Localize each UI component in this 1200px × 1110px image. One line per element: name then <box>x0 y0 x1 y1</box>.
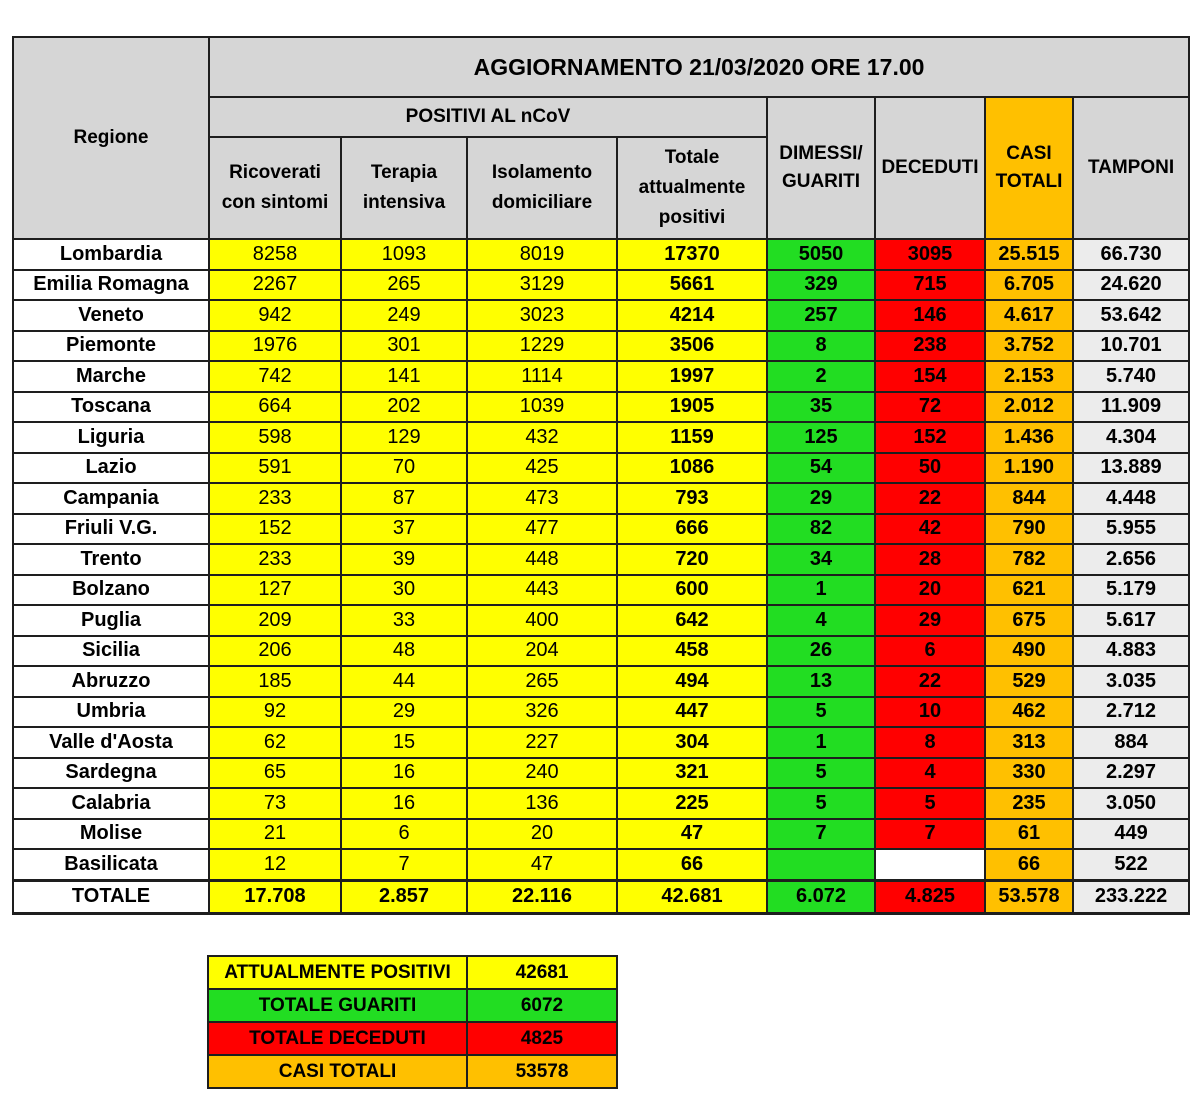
totale-positivi-header: Totale attualmente positivi <box>617 137 767 239</box>
terapia-cell: 265 <box>341 270 467 301</box>
ricoverati-cell: 12 <box>209 849 341 880</box>
tamponi-cell: 3.035 <box>1073 666 1189 697</box>
ricoverati-cell: 152 <box>209 514 341 545</box>
dimessi-cell: 5 <box>767 758 875 789</box>
region-name: Veneto <box>13 300 209 331</box>
ricoverati-cell: 92 <box>209 697 341 728</box>
dimessi-cell: 54 <box>767 453 875 484</box>
region-name: Valle d'Aosta <box>13 727 209 758</box>
isolamento-cell: 443 <box>467 575 617 606</box>
totale-cell: 1905 <box>617 392 767 423</box>
tamponi-cell: 5.955 <box>1073 514 1189 545</box>
ricoverati-cell: 598 <box>209 422 341 453</box>
dimessi-cell: 2 <box>767 361 875 392</box>
summary-row <box>208 956 617 989</box>
isolamento-cell: 240 <box>467 758 617 789</box>
isolamento-header: Isolamento domiciliare <box>467 137 617 239</box>
dimessi-cell: 5 <box>767 697 875 728</box>
totale-cell: 5661 <box>617 270 767 301</box>
deceduti-cell: 20 <box>875 575 985 606</box>
deceduti-cell: 50 <box>875 453 985 484</box>
dimessi-header: DIMESSI/ GUARITI <box>767 97 875 239</box>
region-name: Toscana <box>13 392 209 423</box>
terapia-cell: 44 <box>341 666 467 697</box>
tamponi-cell: 522 <box>1073 849 1189 880</box>
terapia-cell: 39 <box>341 544 467 575</box>
table-row <box>13 849 1189 880</box>
casi-cell: 4.617 <box>985 300 1073 331</box>
tamponi-cell: 449 <box>1073 819 1189 850</box>
ricoverati-cell: 591 <box>209 453 341 484</box>
totale-cell: 1997 <box>617 361 767 392</box>
tamponi-cell: 5.179 <box>1073 575 1189 606</box>
dimessi-cell: 125 <box>767 422 875 453</box>
dimessi-cell <box>767 849 875 880</box>
isolamento-cell: 47 <box>467 849 617 880</box>
terapia-cell: 6 <box>341 819 467 850</box>
casi-cell: 490 <box>985 636 1073 667</box>
totale-cell: 642 <box>617 605 767 636</box>
dimessi-cell: 7 <box>767 819 875 850</box>
table-row <box>13 788 1189 819</box>
casi-totali-header: CASI TOTALI <box>985 97 1073 239</box>
ricoverati-cell: 73 <box>209 788 341 819</box>
table-row <box>13 666 1189 697</box>
casi-cell: 675 <box>985 605 1073 636</box>
deceduti-cell: 4 <box>875 758 985 789</box>
ricoverati-cell: 742 <box>209 361 341 392</box>
region-name: Molise <box>13 819 209 850</box>
ricoverati-cell: 62 <box>209 727 341 758</box>
deceduti-cell: 10 <box>875 697 985 728</box>
dimessi-cell: 5 <box>767 788 875 819</box>
covid-regional-table <box>12 36 1190 915</box>
tamponi-cell: 13.889 <box>1073 453 1189 484</box>
ricoverati-cell: 233 <box>209 544 341 575</box>
table-row <box>13 422 1189 453</box>
isolamento-cell: 425 <box>467 453 617 484</box>
ricoverati-cell: 127 <box>209 575 341 606</box>
dimessi-cell: 26 <box>767 636 875 667</box>
terapia-cell: 29 <box>341 697 467 728</box>
totale-label: TOTALE <box>13 880 209 913</box>
table-row <box>13 270 1189 301</box>
terapia-cell: 301 <box>341 331 467 362</box>
deceduti-header: DECEDUTI <box>875 97 985 239</box>
totale-terapia: 2.857 <box>341 880 467 913</box>
casi-cell: 61 <box>985 819 1073 850</box>
region-name: Trento <box>13 544 209 575</box>
terapia-cell: 30 <box>341 575 467 606</box>
totale-ricoverati: 17.708 <box>209 880 341 913</box>
deceduti-cell: 146 <box>875 300 985 331</box>
isolamento-cell: 8019 <box>467 239 617 270</box>
ricoverati-cell: 1976 <box>209 331 341 362</box>
casi-cell: 2.012 <box>985 392 1073 423</box>
deceduti-cell: 6 <box>875 636 985 667</box>
deceduti-cell: 154 <box>875 361 985 392</box>
totale-tamponi: 233.222 <box>1073 880 1189 913</box>
ricoverati-cell: 65 <box>209 758 341 789</box>
summary-label: ATTUALMENTE POSITIVI <box>208 956 467 989</box>
terapia-cell: 37 <box>341 514 467 545</box>
dimessi-cell: 5050 <box>767 239 875 270</box>
terapia-cell: 16 <box>341 788 467 819</box>
ricoverati-cell: 185 <box>209 666 341 697</box>
region-name: Umbria <box>13 697 209 728</box>
dimessi-cell: 29 <box>767 483 875 514</box>
table-body <box>13 239 1189 913</box>
terapia-cell: 141 <box>341 361 467 392</box>
summary-label: CASI TOTALI <box>208 1055 467 1088</box>
isolamento-cell: 204 <box>467 636 617 667</box>
casi-cell: 25.515 <box>985 239 1073 270</box>
region-name: Friuli V.G. <box>13 514 209 545</box>
ricoverati-cell: 664 <box>209 392 341 423</box>
deceduti-cell: 238 <box>875 331 985 362</box>
region-name: Sardegna <box>13 758 209 789</box>
totale-dimessi: 6.072 <box>767 880 875 913</box>
terapia-header: Terapia intensiva <box>341 137 467 239</box>
casi-cell: 462 <box>985 697 1073 728</box>
totale-deceduti: 4.825 <box>875 880 985 913</box>
summary-value: 4825 <box>467 1022 617 1055</box>
totale-isolamento: 22.116 <box>467 880 617 913</box>
casi-cell: 66 <box>985 849 1073 880</box>
totale-cell: 666 <box>617 514 767 545</box>
table-row <box>13 300 1189 331</box>
region-name: Emilia Romagna <box>13 270 209 301</box>
region-name: Bolzano <box>13 575 209 606</box>
table-row <box>13 331 1189 362</box>
totale-cell: 494 <box>617 666 767 697</box>
dimessi-cell: 1 <box>767 727 875 758</box>
deceduti-cell: 42 <box>875 514 985 545</box>
terapia-cell: 129 <box>341 422 467 453</box>
terapia-cell: 48 <box>341 636 467 667</box>
isolamento-cell: 400 <box>467 605 617 636</box>
table-row <box>13 636 1189 667</box>
casi-cell: 1.436 <box>985 422 1073 453</box>
isolamento-cell: 227 <box>467 727 617 758</box>
terapia-cell: 202 <box>341 392 467 423</box>
region-name: Lombardia <box>13 239 209 270</box>
terapia-cell: 16 <box>341 758 467 789</box>
region-name: Abruzzo <box>13 666 209 697</box>
tamponi-cell: 5.617 <box>1073 605 1189 636</box>
table-row <box>13 758 1189 789</box>
summary-value: 6072 <box>467 989 617 1022</box>
totale-cell: 720 <box>617 544 767 575</box>
ricoverati-cell: 21 <box>209 819 341 850</box>
totale-cell: 3506 <box>617 331 767 362</box>
terapia-cell: 33 <box>341 605 467 636</box>
table-row <box>13 575 1189 606</box>
isolamento-cell: 136 <box>467 788 617 819</box>
totale-cell: 458 <box>617 636 767 667</box>
totale-cell: 321 <box>617 758 767 789</box>
totale-cell: 17370 <box>617 239 767 270</box>
deceduti-cell: 22 <box>875 666 985 697</box>
region-name: Sicilia <box>13 636 209 667</box>
ricoverati-cell: 209 <box>209 605 341 636</box>
summary-value: 53578 <box>467 1055 617 1088</box>
tamponi-cell: 5.740 <box>1073 361 1189 392</box>
tamponi-cell: 3.050 <box>1073 788 1189 819</box>
ricoverati-header: Ricoverati con sintomi <box>209 137 341 239</box>
table-row <box>13 239 1189 270</box>
casi-cell: 313 <box>985 727 1073 758</box>
table-row <box>13 819 1189 850</box>
ricoverati-cell: 2267 <box>209 270 341 301</box>
table-row <box>13 483 1189 514</box>
region-name: Liguria <box>13 422 209 453</box>
dimessi-cell: 329 <box>767 270 875 301</box>
terapia-cell: 249 <box>341 300 467 331</box>
summary-table <box>207 955 618 1089</box>
casi-cell: 2.153 <box>985 361 1073 392</box>
dimessi-cell: 1 <box>767 575 875 606</box>
casi-cell: 6.705 <box>985 270 1073 301</box>
totale-casi: 53.578 <box>985 880 1073 913</box>
summary-value: 42681 <box>467 956 617 989</box>
tamponi-cell: 11.909 <box>1073 392 1189 423</box>
deceduti-cell: 22 <box>875 483 985 514</box>
summary-row <box>208 989 617 1022</box>
casi-cell: 790 <box>985 514 1073 545</box>
dimessi-cell: 35 <box>767 392 875 423</box>
dimessi-cell: 8 <box>767 331 875 362</box>
table-row <box>13 361 1189 392</box>
tamponi-cell: 4.883 <box>1073 636 1189 667</box>
terapia-cell: 15 <box>341 727 467 758</box>
table-row <box>13 453 1189 484</box>
terapia-cell: 1093 <box>341 239 467 270</box>
casi-cell: 782 <box>985 544 1073 575</box>
summary-row <box>208 1022 617 1055</box>
tamponi-cell: 4.304 <box>1073 422 1189 453</box>
ricoverati-cell: 206 <box>209 636 341 667</box>
tamponi-cell: 2.656 <box>1073 544 1189 575</box>
isolamento-cell: 1039 <box>467 392 617 423</box>
table-row <box>13 514 1189 545</box>
tamponi-cell: 2.297 <box>1073 758 1189 789</box>
deceduti-cell: 8 <box>875 727 985 758</box>
deceduti-cell: 7 <box>875 819 985 850</box>
tamponi-cell: 10.701 <box>1073 331 1189 362</box>
totale-cell: 225 <box>617 788 767 819</box>
totale-cell: 447 <box>617 697 767 728</box>
region-name: Calabria <box>13 788 209 819</box>
totale-cell: 793 <box>617 483 767 514</box>
deceduti-cell: 3095 <box>875 239 985 270</box>
tamponi-cell: 4.448 <box>1073 483 1189 514</box>
tamponi-cell: 2.712 <box>1073 697 1189 728</box>
table-row <box>13 544 1189 575</box>
ricoverati-cell: 233 <box>209 483 341 514</box>
region-name: Marche <box>13 361 209 392</box>
deceduti-cell: 715 <box>875 270 985 301</box>
deceduti-cell <box>875 849 985 880</box>
region-name: Campania <box>13 483 209 514</box>
tamponi-header: TAMPONI <box>1073 97 1189 239</box>
summary-label: TOTALE GUARITI <box>208 989 467 1022</box>
totale-cell: 4214 <box>617 300 767 331</box>
casi-cell: 621 <box>985 575 1073 606</box>
terapia-cell: 70 <box>341 453 467 484</box>
ricoverati-cell: 942 <box>209 300 341 331</box>
isolamento-cell: 1114 <box>467 361 617 392</box>
isolamento-cell: 3129 <box>467 270 617 301</box>
region-name: Lazio <box>13 453 209 484</box>
ricoverati-cell: 8258 <box>209 239 341 270</box>
totale-positivi: 42.681 <box>617 880 767 913</box>
casi-cell: 235 <box>985 788 1073 819</box>
region-name: Basilicata <box>13 849 209 880</box>
table-row <box>13 392 1189 423</box>
tamponi-cell: 884 <box>1073 727 1189 758</box>
casi-cell: 529 <box>985 666 1073 697</box>
deceduti-cell: 152 <box>875 422 985 453</box>
isolamento-cell: 1229 <box>467 331 617 362</box>
totale-cell: 47 <box>617 819 767 850</box>
terapia-cell: 7 <box>341 849 467 880</box>
isolamento-cell: 448 <box>467 544 617 575</box>
totale-cell: 66 <box>617 849 767 880</box>
dimessi-cell: 4 <box>767 605 875 636</box>
positivi-group-header: POSITIVI AL nCoV <box>209 97 767 137</box>
tamponi-cell: 24.620 <box>1073 270 1189 301</box>
region-name: Piemonte <box>13 331 209 362</box>
isolamento-cell: 265 <box>467 666 617 697</box>
deceduti-cell: 28 <box>875 544 985 575</box>
table-row <box>13 697 1189 728</box>
totale-cell: 1086 <box>617 453 767 484</box>
casi-cell: 3.752 <box>985 331 1073 362</box>
region-name: Puglia <box>13 605 209 636</box>
dimessi-cell: 257 <box>767 300 875 331</box>
deceduti-cell: 72 <box>875 392 985 423</box>
totale-row <box>13 880 1189 913</box>
dimessi-cell: 82 <box>767 514 875 545</box>
table-row <box>13 727 1189 758</box>
tamponi-cell: 66.730 <box>1073 239 1189 270</box>
deceduti-cell: 5 <box>875 788 985 819</box>
isolamento-cell: 326 <box>467 697 617 728</box>
summary-row <box>208 1055 617 1088</box>
table-row <box>13 605 1189 636</box>
dimessi-cell: 13 <box>767 666 875 697</box>
isolamento-cell: 477 <box>467 514 617 545</box>
isolamento-cell: 3023 <box>467 300 617 331</box>
isolamento-cell: 20 <box>467 819 617 850</box>
dimessi-cell: 34 <box>767 544 875 575</box>
casi-cell: 330 <box>985 758 1073 789</box>
isolamento-cell: 473 <box>467 483 617 514</box>
isolamento-cell: 432 <box>467 422 617 453</box>
casi-cell: 1.190 <box>985 453 1073 484</box>
terapia-cell: 87 <box>341 483 467 514</box>
regione-header: Regione <box>13 37 209 239</box>
totale-cell: 1159 <box>617 422 767 453</box>
totale-cell: 304 <box>617 727 767 758</box>
summary-label: TOTALE DECEDUTI <box>208 1022 467 1055</box>
totale-cell: 600 <box>617 575 767 606</box>
deceduti-cell: 29 <box>875 605 985 636</box>
casi-cell: 844 <box>985 483 1073 514</box>
table-title: AGGIORNAMENTO 21/03/2020 ORE 17.00 <box>209 37 1189 97</box>
tamponi-cell: 53.642 <box>1073 300 1189 331</box>
